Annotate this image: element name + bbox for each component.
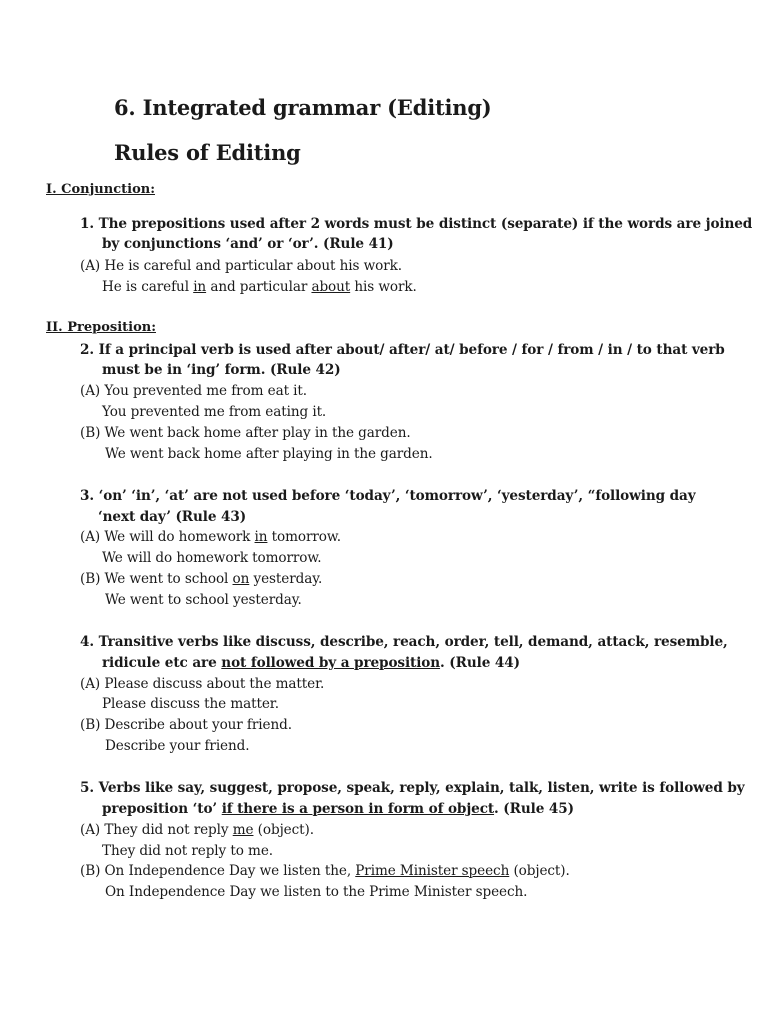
rule-41-line-2: by conjunctions ‘and’ or ‘or’. (Rule 41) — [102, 236, 394, 252]
rule-42-example-b-correct: We went back home after playing in the garden. — [105, 446, 433, 462]
rule-43-example-a-incorrect: (A) We will do homework in tomorrow. — [80, 529, 342, 545]
rule-43-line-1: 3. ‘on’ ‘in’, ‘at’ are not used before ‘today’, ‘tomorrow’, ‘yesterday’, “following day — [80, 488, 696, 504]
underlined-word: about — [311, 279, 351, 295]
rule-42-example-a-incorrect: (A) You prevented me from eat it. — [80, 383, 307, 399]
rule-42-example-a-correct: You prevented me from eating it. — [102, 404, 327, 420]
rule-44-line-2: ridicule etc are not followed by a preposition. (Rule 44) — [102, 655, 520, 671]
rule-41-example-a-incorrect: (A) He is careful and particular about his work. — [80, 258, 402, 274]
rule-41-line-1: 1. The prepositions used after 2 words must be distinct (separate) if the words are joined — [80, 216, 753, 232]
rule-45-example-b-incorrect: (B) On Independence Day we listen the, Prime Minister speech (object). — [80, 863, 570, 879]
underlined-phrase: if there is a person in form of object — [221, 801, 495, 817]
rule-42-line-2: must be in ‘ing’ form. (Rule 42) — [102, 362, 341, 378]
rule-45-example-a-incorrect: (A) They did not reply me (object). — [80, 822, 314, 838]
section-heading-preposition: II. Preposition: — [46, 320, 156, 335]
underlined-phrase: Prime Minister speech — [355, 863, 510, 879]
rule-43-example-b-correct: We went to school yesterday. — [105, 592, 302, 608]
rule-44-example-b-incorrect: (B) Describe about your friend. — [80, 717, 292, 733]
rule-42-line-1: 2. If a principal verb is used after about/ after/ at/ before / for / from / in / to that verb — [80, 342, 725, 358]
rule-44-example-b-correct: Describe your friend. — [105, 738, 250, 754]
rule-42-example-b-incorrect: (B) We went back home after play in the garden. — [80, 425, 411, 441]
document-title: 6. Integrated grammar (Editing) — [114, 95, 492, 120]
rule-41-example-a-correct: He is careful in and particular about his work. — [102, 279, 417, 295]
underlined-word: in — [254, 529, 268, 545]
rule-45-example-b-correct: On Independence Day we listen to the Prime Minister speech. — [105, 884, 528, 900]
underlined-phrase: not followed by a preposition — [221, 655, 441, 671]
rule-44-example-a-correct: Please discuss the matter. — [102, 696, 279, 712]
rule-45-line-1: 5. Verbs like say, suggest, propose, speak, reply, explain, talk, listen, write is followed by — [80, 780, 745, 796]
underlined-word: on — [232, 571, 250, 587]
rule-45-line-2: preposition ‘to’ if there is a person in form of object. (Rule 45) — [102, 801, 574, 817]
rule-43-line-2: ‘next day’ (Rule 43) — [98, 509, 247, 525]
rule-45-example-a-correct: They did not reply to me. — [102, 843, 273, 859]
section-heading-conjunction: I. Conjunction: — [46, 182, 155, 197]
underlined-word: in — [193, 279, 207, 295]
rule-43-example-a-correct: We will do homework tomorrow. — [102, 550, 322, 566]
rule-44-example-a-incorrect: (A) Please discuss about the matter. — [80, 676, 325, 692]
rule-43-example-b-incorrect: (B) We went to school on yesterday. — [80, 571, 323, 587]
rule-44-line-1: 4. Transitive verbs like discuss, describe, reach, order, tell, demand, attack, resemble, — [80, 634, 728, 650]
document-subtitle: Rules of Editing — [114, 140, 301, 165]
underlined-word: me — [232, 822, 254, 838]
